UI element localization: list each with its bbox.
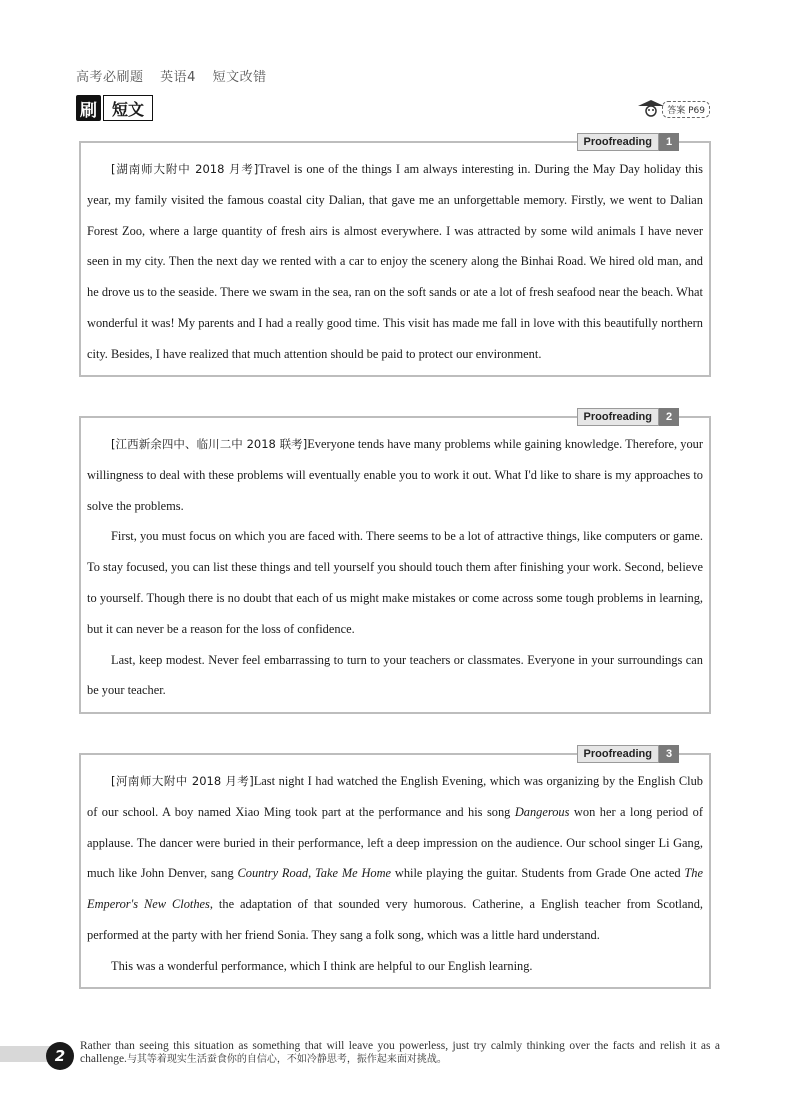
text-run: Last night I had watched the English Evening, which was organizing by the English Club of our school. A boy named Xiao Ming took part at the performance and his song: [87, 774, 703, 819]
play-title: The Emperor's New Clothes: [87, 866, 703, 912]
song-title: Dangerous: [514, 804, 570, 819]
paragraph: This was a wonderful performance, which I think are helpful to our English learning.: [111, 958, 533, 973]
paragraph: Last, keep modest. Never feel embarrassing to turn to your teachers or classmates. Everyone in your surroundings can be your teacher.: [87, 652, 703, 698]
tag-label: Proofreading: [577, 133, 659, 151]
subject-label: 英语4: [160, 70, 196, 85]
badge-section-title: 短文: [103, 95, 153, 121]
source-label: [江西新余四中、临川二中 2018 联考]: [111, 437, 308, 451]
page-number: 2: [46, 1042, 74, 1070]
badge-brush-char: 刷: [76, 95, 101, 121]
passage-text: [81, 418, 709, 706]
proofreading-box-2: [79, 411, 711, 714]
text-run: ,: [308, 866, 316, 881]
quote-english: Rather than seeing this situation as something that will leave you powerless, just try calmly thinking over the facts and relish it as a challenge.: [80, 1040, 720, 1065]
answer-reference: [636, 98, 710, 118]
section-badge: [76, 95, 153, 121]
book-title: 高考必刷题: [76, 70, 144, 85]
paragraph: First, you must focus on which you are faced with. There seems to be a lot of attractive things, like computers or game. To stay focused, you can list these things and tell yourself you should touch them after finishing your work. Second, believe to yourself. Though there is no doubt that each of us might make mistakes or come across some tough problems in learning, but it can never be a reason for the loss of confidence.: [87, 529, 703, 636]
paragraph: Everyone tends have many problems while gaining knowledge. Therefore, your willingness to deal with these problems will eventually enable you to work it out. What I'd like to share is my approaches to solve the problems.: [87, 437, 703, 513]
page-footer: [0, 1038, 790, 1072]
tag-number: 2: [659, 408, 679, 426]
song-title: Take Me Home: [315, 866, 392, 881]
answer-page-ref: 答案 P69: [662, 101, 710, 118]
song-title: Country Road: [237, 866, 309, 881]
text-run: while playing the guitar. Students from Grade One acted: [391, 866, 685, 881]
text-run: , the adaptation of that sounded very humorous. Catherine, a English teacher from Scotland, performed at the party with her friend Sonia. They sang a folk song, which was a little hard understand.: [87, 897, 703, 942]
topic-label: 短文改错: [212, 70, 267, 85]
paragraph: Travel is one of the things I am always interesting in. During the May Day holiday this year, my family visited the famous coastal city Dalian, that gave me an unforgettable memory. Firstly, we went to Dalian Forest Zoo, where a large quantity of fresh airs is almost everywhere. I was attracted by some wild animals I have never seen in my city. Then the next day we rented with a car to enjoy the scenery along the Binhai Road. We hired old man, and he drove us to the seaside. There we swam in the sea, ran on the soft sands or ate a lot of fresh seafood near the beach. What wonderful it was! My parents and I had a really good time. This visit has made me fall in love with this beautifully northern city. Besides, I have realized that much attention should be paid to protect our environment.: [87, 162, 703, 361]
tag-label: Proofreading: [577, 408, 659, 426]
tag-number: 1: [659, 133, 679, 151]
proofreading-tag: [577, 133, 679, 151]
proofreading-tag: [577, 408, 679, 426]
proofreading-box-1: [79, 136, 711, 377]
footer-quote: [80, 1040, 720, 1066]
source-label: [河南师大附中 2018 月考]: [111, 774, 254, 788]
text-run: won her a long period of applause. The dancer were buried in their performance, left a deep impression on the audience. Our school singer Li Gang, much like John Denver, sang: [87, 804, 703, 881]
tag-number: 3: [659, 745, 679, 763]
quote-chinese: 与其等着现实生活蚕食你的自信心，不如冷静思考，振作起来面对挑战。: [126, 1054, 447, 1065]
passage-text: [81, 143, 709, 370]
source-label: [湖南师大附中 2018 月考]: [111, 162, 259, 176]
passage-text: [81, 755, 709, 982]
running-header: [76, 66, 279, 85]
proofreading-box-3: [79, 748, 711, 989]
tag-label: Proofreading: [577, 745, 659, 763]
proofreading-tag: [577, 745, 679, 763]
